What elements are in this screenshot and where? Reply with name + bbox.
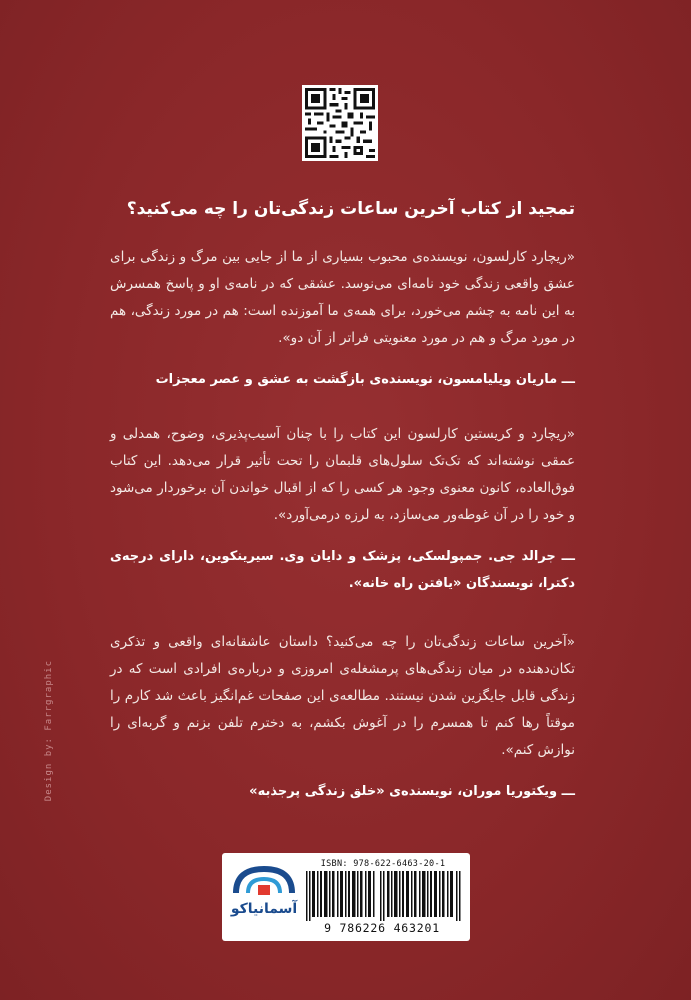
blurb <box>110 196 575 805</box>
ean-number: 9 786226 463201 <box>324 921 440 935</box>
isbn-text: ISBN: 978-622-6463-20-1 <box>320 859 446 869</box>
page-title: تمجید از کتاب آخرین ساعات زندگی‌تان را چه می‌کنید؟ <box>126 199 575 219</box>
designer-credit: Design by: Farrgraphic <box>44 660 54 802</box>
publisher-name: آسمانیاکو <box>230 901 298 917</box>
quote-attribution: ـــ ویکتوریا موران، نویسنده‌ی «خلق زندگی پرجذبه» <box>249 784 575 799</box>
quote-attribution: ـــ ماریان ویلیامسون، نویسنده‌ی بازگشت به عشق و عصر معجزات <box>155 372 575 387</box>
publisher-logo-icon <box>228 863 300 931</box>
barcode-icon <box>306 871 462 921</box>
quote-attribution: ـــ جرالد جی. جمپولسکی، پزشک و دایان وی. سیرینکوین، دارای درجه‌ی دکترا، نویسندگان «یافتن راه خانه». <box>110 549 575 591</box>
barcode-label <box>222 853 470 941</box>
quote-text: «آخرین ساعات زندگی‌تان را چه می‌کنید؟ داستان عاشقانه‌ای واقعی و تذکری تکان‌دهنده در میان زندگی‌های پرمشغله‌ی امروزی و درباره‌ی افرادی است که در زندگی قابل جایگزین شدن نیستند. مطالعه‌ی این صفحات غم‌انگیز باعث شد کارم را موقتاً رها کنم تا همسرم را در آغوش بکشم، به دخترم تلفن بزنم و گربه‌ای را نوازش کنم». <box>110 634 575 758</box>
quote-text: «ریچارد و کریستین کارلسون این کتاب را با چنان آسیب‌پذیری، وضوح، همدلی و عمقی نوشته‌اند که تک‌تک سلول‌های قلبمان را تحت تأثیر قرار می‌دهد. این کتاب فوق‌العاده، کانون معنوی وجود هر کسی را که از اقبال خواندن آن برخوردار می‌شود و خود را در آن غوطه‌ور می‌سازد، به لرزه درمی‌آورد». <box>110 426 575 523</box>
quote-text: «ریچارد کارلسون، نویسنده‌ی محبوب بسیاری از ما از جایی بین مرگ و زندگی برای عشق واقعی زندگی خود نامه‌ای می‌نوسد. عشقی که در نامه‌ی او و پاسخ همسرش به این نامه به چشم می‌خورد، برای همه‌ی ما آموزنده است: هم در مورد زندگی، هم در مورد مرگ و هم در مورد معنویتی فراتر از آن دو». <box>110 249 575 346</box>
qr-code-icon <box>302 85 378 161</box>
